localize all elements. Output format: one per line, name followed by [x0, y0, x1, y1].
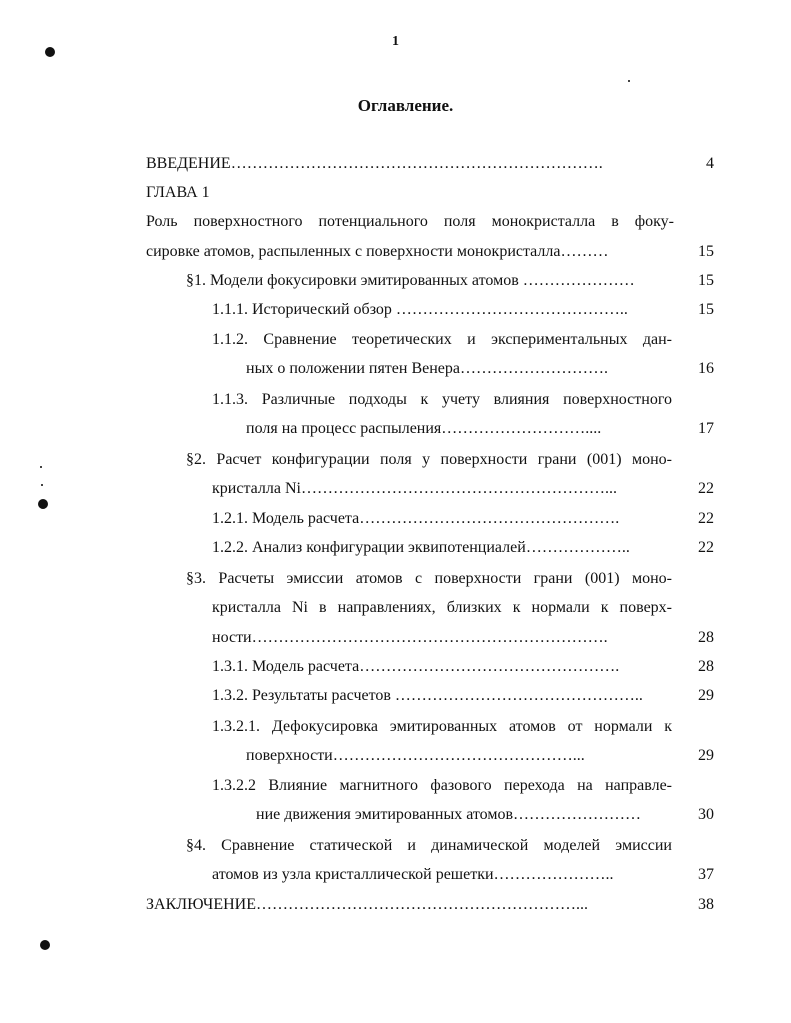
toc-entry: §3. Расчеты эмиссии атомов с поверхности грани (001) моно- [186, 570, 672, 587]
toc-page: 22 [698, 510, 714, 527]
scan-speck [628, 80, 630, 82]
toc-page: 22 [698, 539, 714, 556]
toc-page: 29 [698, 687, 714, 704]
toc-page: 17 [698, 420, 714, 437]
toc-entry: 1.3.2.1. Дефокусировка эмитированных атомов от нормали к [212, 718, 672, 735]
toc-entry: сировке атомов, распыленных с поверхности монокристалла……… [146, 243, 609, 260]
toc-page: 15 [698, 243, 714, 260]
toc-entry: 1.2.1. Модель расчета…………………………………………. [212, 510, 620, 527]
scan-speck [40, 466, 42, 468]
toc-entry: кристалла Ni…………………………………………………... [212, 480, 617, 497]
toc-entry: 1.1.2. Сравнение теоретических и экспериментальных дан- [212, 331, 672, 348]
toc-entry: ВВЕДЕНИЕ……………………………………………………………. [146, 155, 603, 172]
toc-entry: Роль поверхностного потенциального поля монокристалла в фоку- [146, 213, 674, 230]
toc-page: 28 [698, 658, 714, 675]
toc-page: 28 [698, 629, 714, 646]
toc-entry: 1.3.1. Модель расчета…………………………………………. [212, 658, 620, 675]
punch-hole-top [45, 47, 55, 57]
toc-page: 4 [706, 155, 714, 172]
toc-page: 15 [698, 301, 714, 318]
toc-entry: 1.1.3. Различные подходы к учету влияния поверхностного [212, 391, 672, 408]
toc-page: 15 [698, 272, 714, 289]
toc-entry: 1.3.2. Результаты расчетов ……………………………………….. [212, 687, 643, 704]
toc-page: 30 [698, 806, 714, 823]
toc-page: 16 [698, 360, 714, 377]
page-title: Оглавление. [357, 96, 454, 115]
toc-entry: поверхности………………………………………... [246, 747, 585, 764]
scan-speck [41, 484, 43, 486]
toc-entry: ние движения эмитированных атомов…………………… [256, 806, 642, 823]
toc-entry: ЗАКЛЮЧЕНИЕ……………………………………………………... [146, 896, 588, 913]
toc-entry: 1.3.2.2 Влияние магнитного фазового перехода на направле- [212, 777, 672, 794]
punch-hole-bottom [40, 940, 50, 950]
toc-entry: §4. Сравнение статической и динамической моделей эмиссии [186, 837, 672, 854]
toc-page: 22 [698, 480, 714, 497]
toc-entry: атомов из узла кристаллической решетки………………….. [212, 866, 614, 883]
toc-entry: ГЛАВА 1 [146, 184, 210, 201]
toc-entry: 1.2.2. Анализ конфигурации эквипотенциалей……………….. [212, 539, 630, 556]
toc-entry: кристалла Ni в направлениях, близких к нормали к поверх- [212, 599, 672, 616]
toc-entry: §2. Расчет конфигурации поля у поверхности грани (001) моно- [186, 451, 672, 468]
page-number: 1 [392, 34, 399, 49]
toc-page: 38 [698, 896, 714, 913]
toc-page: 37 [698, 866, 714, 883]
toc-page: 29 [698, 747, 714, 764]
toc-entry: ности…………………………………………………………. [212, 629, 608, 646]
toc-entry: §1. Модели фокусировки эмитированных атомов ………………… [186, 272, 635, 289]
punch-hole-middle [38, 499, 48, 509]
toc-entry: ных о положении пятен Венера………………………. [246, 360, 608, 377]
toc-entry: поля на процесс распыления……………………….... [246, 420, 602, 437]
toc-entry: 1.1.1. Исторический обзор …………………………………….. [212, 301, 628, 318]
